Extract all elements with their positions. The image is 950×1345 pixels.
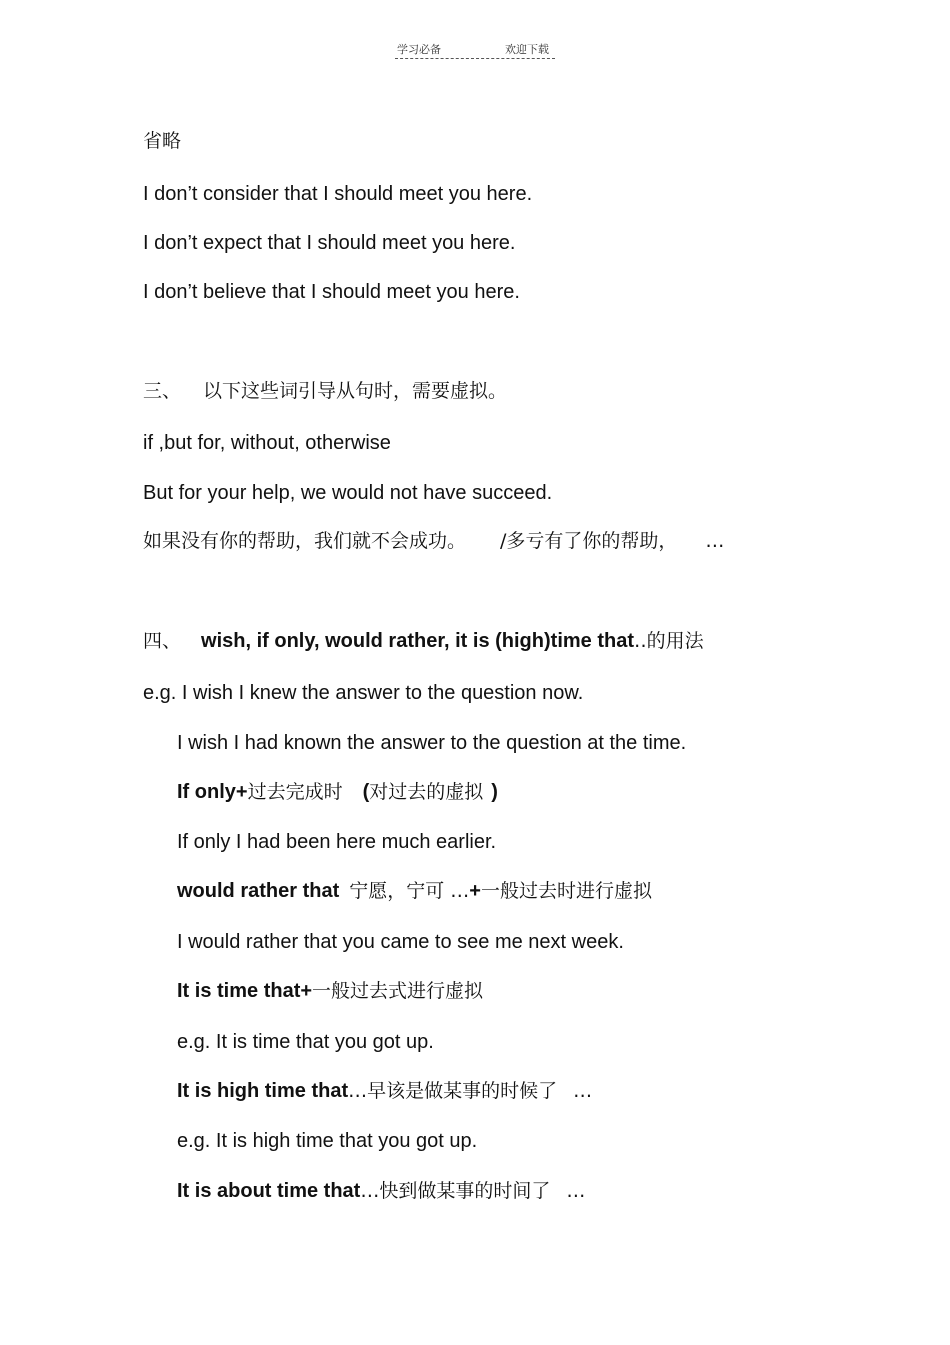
conjunction-list: if ,but for, without, otherwise [143, 432, 391, 454]
section-4-heading [143, 628, 704, 654]
translation-ellipsis: … [705, 530, 725, 552]
rule-high-time-meaning: …早该是做某事的时候了 [348, 1080, 558, 1102]
rule-would-rather-meaning: 宁愿，宁可 … [349, 880, 470, 902]
page-header [395, 40, 555, 59]
rule-if-only-note: 对过去的虚拟 [369, 781, 484, 803]
line-omit: 省略 [143, 130, 182, 152]
rule-about-time-keyword: It is about time that [177, 1180, 361, 1202]
rule-about-time-ellipsis: … [566, 1180, 586, 1202]
example-but-for: But for your help, we would not have succeed. [143, 482, 553, 504]
section-4-number: 四、 [143, 630, 182, 652]
rule-would-rather [177, 878, 652, 904]
example-wish-now: e.g. I wish I knew the answer to the question now. [143, 682, 584, 704]
rule-it-is-time-tense: 一般过去式进行虚拟 [312, 980, 484, 1002]
rule-it-is-time [177, 978, 483, 1004]
section-3-heading [143, 378, 507, 404]
example-consider: I don’t consider that I should meet you here. [143, 183, 533, 205]
rule-about-time [177, 1178, 585, 1204]
section-4-suffix: ‥的用法 [634, 630, 704, 652]
rule-high-time-keyword: It is high time that [177, 1080, 349, 1102]
header-left-text: 学习必备 [397, 43, 441, 56]
translation-part-1: 如果没有你的帮助，我们就不会成功。 [143, 530, 467, 552]
rule-if-only-paren-open: ( [362, 781, 370, 803]
example-expect: I don’t expect that I should meet you here. [143, 232, 516, 254]
rule-if-only-paren-close: ) [491, 781, 498, 803]
rule-would-rather-plus: + [469, 880, 481, 902]
translation-line [143, 528, 724, 554]
rule-if-only-tense: 过去完成时 [247, 781, 343, 803]
example-if-only: If only I had been here much earlier. [177, 831, 497, 853]
rule-if-only-keyword: If only+ [177, 781, 248, 803]
example-believe: I don’t believe that I should meet you here. [143, 281, 520, 303]
translation-part-2: /多亏有了你的帮助， [500, 530, 678, 552]
rule-high-time-ellipsis: … [573, 1080, 593, 1102]
header-right-text: 欢迎下载 [505, 43, 549, 56]
rule-would-rather-tense: 一般过去时进行虚拟 [480, 880, 652, 902]
section-3-number: 三、 [143, 380, 182, 402]
rule-would-rather-keyword: would rather that [177, 880, 340, 902]
section-4-keywords: wish, if only, would rather, it is (high)time that [201, 630, 634, 652]
example-wish-past: I wish I had known the answer to the question at the time. [177, 732, 687, 754]
example-would-rather: I would rather that you came to see me next week. [177, 931, 624, 953]
example-high-time: e.g. It is high time that you got up. [177, 1130, 478, 1152]
rule-about-time-meaning: …快到做某事的时间了 [360, 1180, 551, 1202]
section-3-title: 以下这些词引导从句时，需要虚拟。 [203, 380, 508, 402]
rule-if-only [177, 779, 498, 805]
rule-high-time [177, 1078, 592, 1104]
rule-it-is-time-keyword: It is time that+ [177, 980, 313, 1002]
example-it-is-time: e.g. It is time that you got up. [177, 1031, 434, 1053]
